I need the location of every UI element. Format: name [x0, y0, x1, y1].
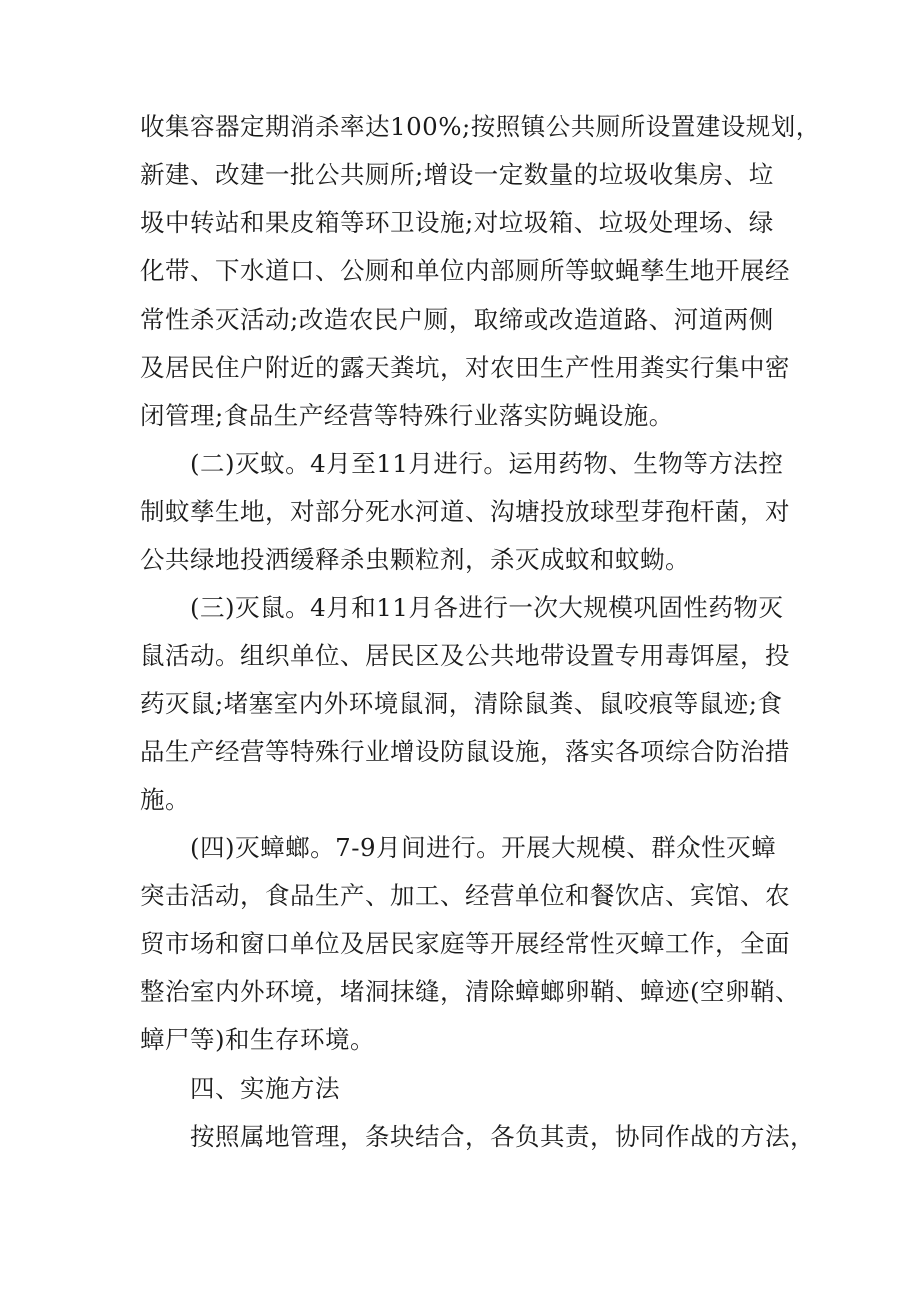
text-line: 收集容器定期消杀率达100%;按照镇公共厕所设置建设规划，	[140, 112, 821, 141]
text-line: 公共绿地投洒缓释杀虫颗粒剂，杀灭成蚊和蚊蚴。	[140, 545, 690, 574]
text-line: 品生产经营等特殊行业增设防鼠设施，落实各项综合防治措	[140, 737, 790, 766]
text-line: 新建、改建一批公共厕所;增设一定数量的垃圾收集房、垃	[140, 160, 774, 189]
text-line: 鼠活动。组织单位、居民区及公共地带设置专用毒饵屋，投	[140, 641, 790, 670]
text-line: 贸市场和窗口单位及居民家庭等开展经常性灭蟑工作，全面	[140, 929, 790, 958]
text-line: 化带、下水道口、公厕和单位内部厕所等蚊蝇孳生地开展经	[140, 256, 790, 285]
section-heading-cockroach: (四)灭蟑螂。7-9月间进行。开展大规模、群众性灭蟑	[190, 833, 777, 862]
text-line: 圾中转站和果皮箱等环卫设施;对垃圾箱、垃圾处理场、绿	[140, 208, 774, 237]
section-heading-mosquito: (二)灭蚊。4月至11月进行。运用药物、生物等方法控	[190, 449, 784, 478]
section-heading-methods: 四、实施方法	[190, 1074, 340, 1103]
text-line: 制蚊孳生地，对部分死水河道、沟塘投放球型芽孢杆菌，对	[140, 497, 790, 526]
text-line: 常性杀灭活动;改造农民户厕，取缔或改造道路、河道两侧	[140, 305, 774, 334]
text-line: 按照属地管理，条块结合，各负其责，协同作战的方法，	[190, 1122, 815, 1151]
text-line: 施。	[140, 785, 190, 814]
text-line: 及居民住户附近的露天粪坑，对农田生产性用粪实行集中密	[140, 353, 790, 382]
text-line: 闭管理;食品生产经营等特殊行业落实防蝇设施。	[140, 401, 674, 430]
text-line: 药灭鼠;堵塞室内外环境鼠洞，清除鼠粪、鼠咬痕等鼠迹;食	[140, 689, 783, 718]
text-line: 突击活动，食品生产、加工、经营单位和餐饮店、宾馆、农	[140, 881, 790, 910]
section-heading-rodent: (三)灭鼠。4月和11月各进行一次大规模巩固性药物灭	[190, 593, 784, 622]
text-line: 整治室内外环境，堵洞抹缝，清除蟑螂卵鞘、蟑迹(空卵鞘、	[140, 977, 801, 1006]
text-line: 蟑尸等)和生存环境。	[140, 1025, 376, 1054]
